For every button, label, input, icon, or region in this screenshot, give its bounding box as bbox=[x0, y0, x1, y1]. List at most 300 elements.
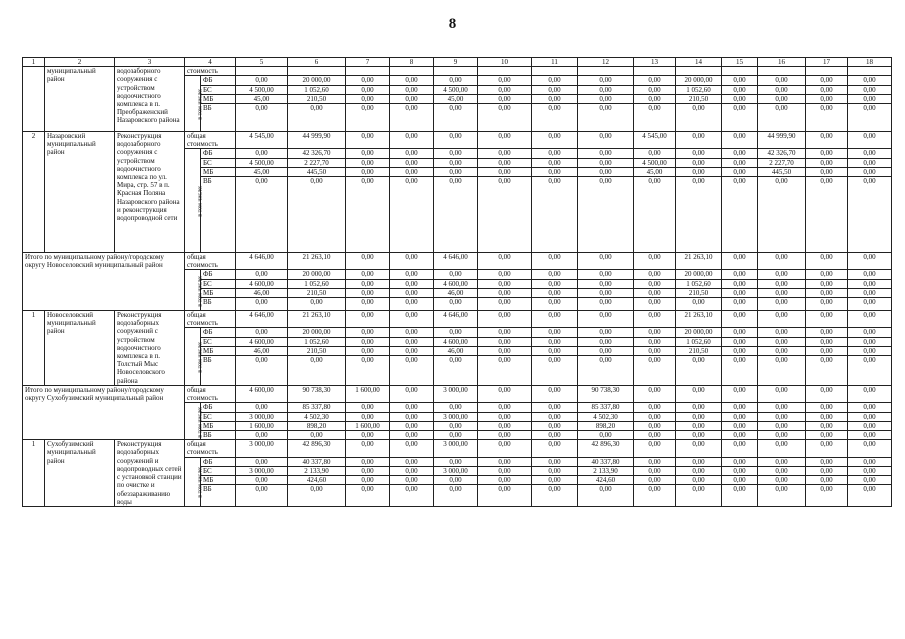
funding-value: 0,00 bbox=[288, 431, 346, 440]
funding-value: 0,00 bbox=[478, 177, 532, 253]
funding-value: 0,00 bbox=[848, 94, 892, 103]
funding-value: 0,00 bbox=[434, 158, 478, 167]
total-value: 0,00 bbox=[806, 132, 848, 149]
funding-value: 0,00 bbox=[634, 346, 676, 355]
funding-value: 0,00 bbox=[532, 104, 578, 132]
funding-value: 0,00 bbox=[848, 485, 892, 507]
funding-value: 0,00 bbox=[434, 167, 478, 176]
total-value: 0,00 bbox=[346, 440, 390, 457]
funding-value: 0,00 bbox=[236, 298, 288, 311]
funding-value: 45,00 bbox=[236, 94, 288, 103]
total-value: 0,00 bbox=[532, 132, 578, 149]
total-value: 3 000,00 bbox=[434, 440, 478, 457]
funding-value: 0,00 bbox=[722, 149, 758, 158]
funding-value: 0,00 bbox=[346, 431, 390, 440]
funding-value: 0,00 bbox=[478, 85, 532, 94]
funding-source-label: МБ bbox=[201, 94, 236, 103]
total-value bbox=[478, 67, 532, 76]
funding-value: 46,00 bbox=[236, 346, 288, 355]
funding-value: 0,00 bbox=[532, 431, 578, 440]
funding-value: 0,00 bbox=[722, 76, 758, 85]
funding-value: 0,00 bbox=[578, 149, 634, 158]
funding-value: 0,00 bbox=[390, 328, 434, 337]
funding-value: 45,00 bbox=[236, 167, 288, 176]
funding-value: 0,00 bbox=[634, 104, 676, 132]
funding-value: 0,00 bbox=[806, 279, 848, 288]
total-cost-label: общая стоимость bbox=[185, 440, 236, 457]
funding-value: 20 000,00 bbox=[288, 76, 346, 85]
object-description: Реконструкция водозаборных сооружений с устройством водоочистного комплекса в п. Толстый Мыс Новоселовского района bbox=[115, 311, 185, 386]
funding-value: 0,00 bbox=[346, 403, 390, 412]
total-value: 0,00 bbox=[806, 253, 848, 270]
funding-value: 0,00 bbox=[478, 94, 532, 103]
funding-value: 0,00 bbox=[758, 76, 806, 85]
funding-value: 0,00 bbox=[676, 457, 722, 466]
funding-value: 0,00 bbox=[346, 298, 390, 311]
funding-value: 0,00 bbox=[346, 466, 390, 475]
funding-value: 0,00 bbox=[478, 346, 532, 355]
funding-value: 0,00 bbox=[236, 476, 288, 485]
funding-value: 0,00 bbox=[634, 403, 676, 412]
funding-value: 0,00 bbox=[806, 288, 848, 297]
funding-value: 0,00 bbox=[848, 466, 892, 475]
funding-value: 0,00 bbox=[346, 167, 390, 176]
funding-value: 3 000,00 bbox=[434, 466, 478, 475]
total-value: 3 000,00 bbox=[434, 386, 478, 403]
object-description: Реконструкция водозаборного сооружения с устройством водоочистного комплекса по ул. Мира, стр. 57 в п. Красная Поляна Назаровского района и реконструкция водопроводной сети bbox=[115, 132, 185, 253]
including-label bbox=[185, 328, 204, 386]
funding-value: 1 052,60 bbox=[288, 279, 346, 288]
funding-value: 0,00 bbox=[346, 476, 390, 485]
object-description: Реконструкция водозаборных сооружений и водопроводных сетей с установкой станции по очистке и обеззараживанию воды bbox=[115, 440, 185, 507]
total-value: 0,00 bbox=[478, 132, 532, 149]
funding-value: 0,00 bbox=[758, 457, 806, 466]
funding-value: 0,00 bbox=[634, 298, 676, 311]
funding-value: 4 600,00 bbox=[236, 337, 288, 346]
funding-value: 42 326,70 bbox=[288, 149, 346, 158]
object-description: водозаборного сооружения с устройством водоочистного комплекса в п. Преображенский Назаровского района bbox=[115, 67, 185, 132]
total-value: 0,00 bbox=[722, 440, 758, 457]
funding-value: 45,00 bbox=[434, 94, 478, 103]
funding-value: 85 337,80 bbox=[578, 403, 634, 412]
total-value: 1 600,00 bbox=[346, 386, 390, 403]
municipality-name: Новоселовский муниципальный район bbox=[45, 311, 115, 386]
total-value: 42 896,30 bbox=[578, 440, 634, 457]
total-value: 0,00 bbox=[390, 132, 434, 149]
funding-value: 0,00 bbox=[532, 167, 578, 176]
funding-value: 0,00 bbox=[848, 158, 892, 167]
funding-value: 0,00 bbox=[722, 328, 758, 337]
funding-value: 0,00 bbox=[578, 356, 634, 386]
funding-value: 0,00 bbox=[532, 337, 578, 346]
funding-value: 0,00 bbox=[578, 270, 634, 279]
total-value: 0,00 bbox=[532, 253, 578, 270]
funding-value: 0,00 bbox=[236, 457, 288, 466]
funding-value: 0,00 bbox=[722, 412, 758, 421]
funding-value: 0,00 bbox=[758, 279, 806, 288]
funding-value: 0,00 bbox=[478, 403, 532, 412]
funding-value: 0,00 bbox=[758, 270, 806, 279]
funding-value: 0,00 bbox=[236, 328, 288, 337]
funding-value: 0,00 bbox=[478, 158, 532, 167]
funding-value: 0,00 bbox=[434, 270, 478, 279]
funding-value: 210,50 bbox=[288, 288, 346, 297]
funding-value: 0,00 bbox=[288, 177, 346, 253]
funding-value: 0,00 bbox=[532, 346, 578, 355]
total-value: 0,00 bbox=[478, 311, 532, 328]
funding-value: 0,00 bbox=[346, 328, 390, 337]
funding-value: 0,00 bbox=[390, 158, 434, 167]
funding-source-label: МБ bbox=[201, 346, 236, 355]
total-value: 21 263,10 bbox=[676, 311, 722, 328]
funding-value: 0,00 bbox=[848, 457, 892, 466]
funding-value: 0,00 bbox=[532, 421, 578, 430]
funding-value: 0,00 bbox=[634, 476, 676, 485]
funding-value: 0,00 bbox=[758, 177, 806, 253]
funding-value: 0,00 bbox=[578, 288, 634, 297]
funding-value: 0,00 bbox=[346, 457, 390, 466]
funding-value: 0,00 bbox=[578, 431, 634, 440]
total-value: 0,00 bbox=[478, 386, 532, 403]
funding-value: 0,00 bbox=[722, 94, 758, 103]
total-value: 0,00 bbox=[722, 311, 758, 328]
funding-value: 0,00 bbox=[758, 412, 806, 421]
funding-value: 0,00 bbox=[288, 298, 346, 311]
funding-source-label: БС bbox=[201, 412, 236, 421]
funding-value: 0,00 bbox=[390, 94, 434, 103]
funding-value: 0,00 bbox=[806, 328, 848, 337]
funding-value: 0,00 bbox=[346, 270, 390, 279]
total-value: 0,00 bbox=[758, 253, 806, 270]
funding-value: 1 052,60 bbox=[676, 279, 722, 288]
funding-value: 0,00 bbox=[578, 298, 634, 311]
funding-value: 0,00 bbox=[532, 457, 578, 466]
funding-value: 0,00 bbox=[390, 356, 434, 386]
municipality-name: Сухобузимский муниципальный район bbox=[45, 440, 115, 507]
funding-value: 0,00 bbox=[848, 149, 892, 158]
funding-value: 0,00 bbox=[848, 403, 892, 412]
municipality-name: муниципальный район bbox=[45, 67, 115, 132]
funding-source-label: ФБ bbox=[201, 328, 236, 337]
total-value: 4 646,00 bbox=[434, 311, 478, 328]
funding-value: 0,00 bbox=[722, 298, 758, 311]
funding-value: 0,00 bbox=[434, 149, 478, 158]
funding-value: 1 052,60 bbox=[676, 85, 722, 94]
including-text: в том числе: bbox=[197, 466, 204, 499]
funding-value: 0,00 bbox=[478, 104, 532, 132]
funding-value: 0,00 bbox=[478, 356, 532, 386]
funding-value: 46,00 bbox=[434, 346, 478, 355]
funding-value: 0,00 bbox=[634, 356, 676, 386]
funding-value: 0,00 bbox=[722, 476, 758, 485]
including-text: в том числе: bbox=[197, 88, 204, 120]
total-value: 90 738,30 bbox=[578, 386, 634, 403]
funding-value: 45,00 bbox=[634, 167, 676, 176]
funding-value: 0,00 bbox=[346, 337, 390, 346]
funding-source-label: ФБ bbox=[201, 403, 236, 412]
funding-value: 0,00 bbox=[758, 466, 806, 475]
total-value: 42 896,30 bbox=[288, 440, 346, 457]
funding-value: 0,00 bbox=[722, 431, 758, 440]
row-number: 2 bbox=[23, 132, 45, 253]
funding-value: 0,00 bbox=[758, 421, 806, 430]
funding-value: 0,00 bbox=[532, 476, 578, 485]
funding-value: 1 052,60 bbox=[288, 85, 346, 94]
total-value bbox=[288, 67, 346, 76]
total-value bbox=[758, 67, 806, 76]
funding-value: 20 000,00 bbox=[288, 328, 346, 337]
funding-value: 0,00 bbox=[434, 485, 478, 507]
total-value: 0,00 bbox=[346, 253, 390, 270]
funding-value: 0,00 bbox=[390, 177, 434, 253]
funding-value: 0,00 bbox=[758, 356, 806, 386]
funding-value: 0,00 bbox=[758, 476, 806, 485]
funding-value: 210,50 bbox=[676, 346, 722, 355]
funding-value: 0,00 bbox=[478, 421, 532, 430]
funding-value: 0,00 bbox=[390, 485, 434, 507]
funding-value: 2 133,90 bbox=[288, 466, 346, 475]
total-value bbox=[722, 67, 758, 76]
funding-value: 0,00 bbox=[634, 421, 676, 430]
funding-value: 0,00 bbox=[676, 158, 722, 167]
funding-value: 0,00 bbox=[722, 177, 758, 253]
including-text: в том числе: bbox=[197, 406, 204, 438]
funding-value: 0,00 bbox=[634, 466, 676, 475]
municipality-name: Назаровский муниципальный район bbox=[45, 132, 115, 253]
column-header-18: 18 bbox=[848, 58, 892, 67]
total-value: 0,00 bbox=[346, 311, 390, 328]
funding-value: 0,00 bbox=[346, 346, 390, 355]
funding-value: 0,00 bbox=[532, 85, 578, 94]
funding-value: 0,00 bbox=[532, 466, 578, 475]
total-row bbox=[23, 386, 892, 403]
funding-value: 0,00 bbox=[236, 485, 288, 507]
funding-value: 0,00 bbox=[848, 476, 892, 485]
funding-value: 0,00 bbox=[676, 431, 722, 440]
funding-value: 0,00 bbox=[288, 356, 346, 386]
funding-value: 0,00 bbox=[806, 149, 848, 158]
funding-value: 0,00 bbox=[390, 149, 434, 158]
funding-value: 2 133,90 bbox=[578, 466, 634, 475]
funding-value: 0,00 bbox=[390, 288, 434, 297]
funding-value: 0,00 bbox=[578, 279, 634, 288]
funding-value: 0,00 bbox=[390, 466, 434, 475]
funding-value: 0,00 bbox=[578, 76, 634, 85]
funding-value: 0,00 bbox=[578, 485, 634, 507]
funding-value: 0,00 bbox=[434, 177, 478, 253]
column-header-5: 5 bbox=[236, 58, 288, 67]
funding-value: 0,00 bbox=[390, 431, 434, 440]
funding-value: 0,00 bbox=[722, 104, 758, 132]
funding-value: 0,00 bbox=[806, 85, 848, 94]
funding-value: 0,00 bbox=[532, 76, 578, 85]
funding-value: 0,00 bbox=[676, 412, 722, 421]
funding-value: 0,00 bbox=[478, 466, 532, 475]
column-header-13: 13 bbox=[634, 58, 676, 67]
including-label bbox=[185, 76, 204, 132]
funding-value: 85 337,80 bbox=[288, 403, 346, 412]
funding-value: 0,00 bbox=[434, 76, 478, 85]
funding-value: 0,00 bbox=[758, 485, 806, 507]
funding-value: 0,00 bbox=[806, 337, 848, 346]
funding-value: 2 227,70 bbox=[758, 158, 806, 167]
funding-source-label: БС bbox=[201, 279, 236, 288]
funding-value: 0,00 bbox=[346, 149, 390, 158]
funding-value: 0,00 bbox=[806, 421, 848, 430]
total-value: 0,00 bbox=[722, 253, 758, 270]
funding-value: 0,00 bbox=[390, 104, 434, 132]
funding-value: 20 000,00 bbox=[288, 270, 346, 279]
total-value bbox=[346, 67, 390, 76]
funding-value: 0,00 bbox=[634, 328, 676, 337]
funding-value: 0,00 bbox=[806, 412, 848, 421]
total-value: 0,00 bbox=[848, 132, 892, 149]
funding-value: 0,00 bbox=[722, 288, 758, 297]
column-header-17: 17 bbox=[806, 58, 848, 67]
total-value: 4 646,00 bbox=[236, 311, 288, 328]
funding-value: 0,00 bbox=[722, 485, 758, 507]
funding-value: 0,00 bbox=[390, 85, 434, 94]
total-value: 0,00 bbox=[390, 311, 434, 328]
total-value: 0,00 bbox=[634, 440, 676, 457]
including-label bbox=[185, 270, 204, 311]
total-value: 0,00 bbox=[478, 440, 532, 457]
funding-value: 210,50 bbox=[288, 94, 346, 103]
total-cost-label: общая стоимость bbox=[185, 311, 236, 328]
funding-value: 0,00 bbox=[434, 457, 478, 466]
column-header-row bbox=[23, 58, 892, 67]
funding-value: 0,00 bbox=[676, 403, 722, 412]
funding-source-label: ВБ bbox=[201, 485, 236, 507]
funding-value: 0,00 bbox=[722, 466, 758, 475]
funding-value: 0,00 bbox=[758, 346, 806, 355]
funding-value: 0,00 bbox=[758, 337, 806, 346]
funding-value: 0,00 bbox=[578, 85, 634, 94]
row-number bbox=[23, 67, 45, 132]
funding-value: 0,00 bbox=[676, 421, 722, 430]
funding-value: 0,00 bbox=[478, 328, 532, 337]
funding-value: 0,00 bbox=[722, 158, 758, 167]
funding-value: 445,50 bbox=[758, 167, 806, 176]
funding-value: 4 500,00 bbox=[434, 85, 478, 94]
funding-value: 0,00 bbox=[532, 485, 578, 507]
funding-value: 0,00 bbox=[758, 85, 806, 94]
total-value: 44 999,90 bbox=[758, 132, 806, 149]
total-value: 0,00 bbox=[848, 386, 892, 403]
funding-value: 0,00 bbox=[676, 298, 722, 311]
total-cost-label: стоимость bbox=[185, 67, 236, 76]
funding-value: 0,00 bbox=[532, 288, 578, 297]
funding-source-label: МБ bbox=[201, 476, 236, 485]
funding-value: 0,00 bbox=[390, 421, 434, 430]
total-value: 0,00 bbox=[434, 132, 478, 149]
funding-value: 0,00 bbox=[478, 270, 532, 279]
total-cost-label: общая стоимость bbox=[185, 253, 236, 270]
funding-value: 0,00 bbox=[434, 298, 478, 311]
funding-value: 1 600,00 bbox=[346, 421, 390, 430]
funding-value: 0,00 bbox=[532, 270, 578, 279]
funding-value: 0,00 bbox=[806, 466, 848, 475]
column-header-9: 9 bbox=[434, 58, 478, 67]
funding-value: 20 000,00 bbox=[676, 76, 722, 85]
funding-value: 0,00 bbox=[848, 421, 892, 430]
funding-value: 0,00 bbox=[848, 356, 892, 386]
funding-value: 0,00 bbox=[434, 328, 478, 337]
funding-value: 0,00 bbox=[578, 167, 634, 176]
funding-value: 0,00 bbox=[390, 403, 434, 412]
funding-value: 0,00 bbox=[722, 167, 758, 176]
funding-value: 4 500,00 bbox=[634, 158, 676, 167]
funding-value: 0,00 bbox=[390, 279, 434, 288]
funding-source-label: ВБ bbox=[201, 104, 236, 132]
table-body bbox=[23, 58, 892, 507]
funding-value: 3 000,00 bbox=[434, 412, 478, 421]
funding-value: 0,00 bbox=[806, 403, 848, 412]
funding-source-label: ФБ bbox=[201, 149, 236, 158]
funding-value: 0,00 bbox=[578, 177, 634, 253]
funding-value: 0,00 bbox=[722, 346, 758, 355]
funding-value: 46,00 bbox=[236, 288, 288, 297]
total-value: 0,00 bbox=[578, 132, 634, 149]
column-header-14: 14 bbox=[676, 58, 722, 67]
including-text: в том числе: bbox=[197, 185, 204, 217]
funding-value: 0,00 bbox=[758, 298, 806, 311]
funding-value: 0,00 bbox=[806, 270, 848, 279]
funding-value: 0,00 bbox=[634, 177, 676, 253]
total-value: 0,00 bbox=[758, 311, 806, 328]
funding-value: 0,00 bbox=[346, 76, 390, 85]
funding-value: 0,00 bbox=[848, 270, 892, 279]
funding-source-label: ВБ bbox=[201, 431, 236, 440]
total-value bbox=[236, 67, 288, 76]
funding-value: 0,00 bbox=[532, 412, 578, 421]
funding-value: 0,00 bbox=[478, 298, 532, 311]
funding-value: 0,00 bbox=[478, 76, 532, 85]
total-value: 0,00 bbox=[478, 253, 532, 270]
total-value bbox=[848, 67, 892, 76]
funding-value: 0,00 bbox=[236, 431, 288, 440]
funding-value: 0,00 bbox=[676, 356, 722, 386]
total-value: 0,00 bbox=[722, 132, 758, 149]
funding-value: 46,00 bbox=[434, 288, 478, 297]
funding-value: 0,00 bbox=[676, 485, 722, 507]
total-value bbox=[578, 67, 634, 76]
funding-value: 0,00 bbox=[236, 104, 288, 132]
funding-value: 1 052,60 bbox=[676, 337, 722, 346]
funding-value: 0,00 bbox=[390, 337, 434, 346]
funding-source-label: ФБ bbox=[201, 457, 236, 466]
total-value: 4 600,00 bbox=[236, 386, 288, 403]
column-header-1: 1 bbox=[23, 58, 45, 67]
funding-value: 0,00 bbox=[806, 346, 848, 355]
funding-value: 898,20 bbox=[288, 421, 346, 430]
total-value: 0,00 bbox=[634, 311, 676, 328]
funding-value: 0,00 bbox=[478, 288, 532, 297]
funding-value: 0,00 bbox=[676, 466, 722, 475]
including-text: в том числе: bbox=[197, 341, 204, 373]
funding-value: 0,00 bbox=[634, 457, 676, 466]
funding-value: 210,50 bbox=[676, 94, 722, 103]
funding-value: 0,00 bbox=[434, 476, 478, 485]
funding-value: 4 500,00 bbox=[236, 158, 288, 167]
funding-value: 4 600,00 bbox=[434, 279, 478, 288]
funding-value: 0,00 bbox=[848, 337, 892, 346]
funding-value: 0,00 bbox=[346, 356, 390, 386]
funding-value: 4 502,30 bbox=[578, 412, 634, 421]
funding-value: 0,00 bbox=[532, 158, 578, 167]
funding-value: 0,00 bbox=[634, 270, 676, 279]
total-value: 0,00 bbox=[634, 253, 676, 270]
